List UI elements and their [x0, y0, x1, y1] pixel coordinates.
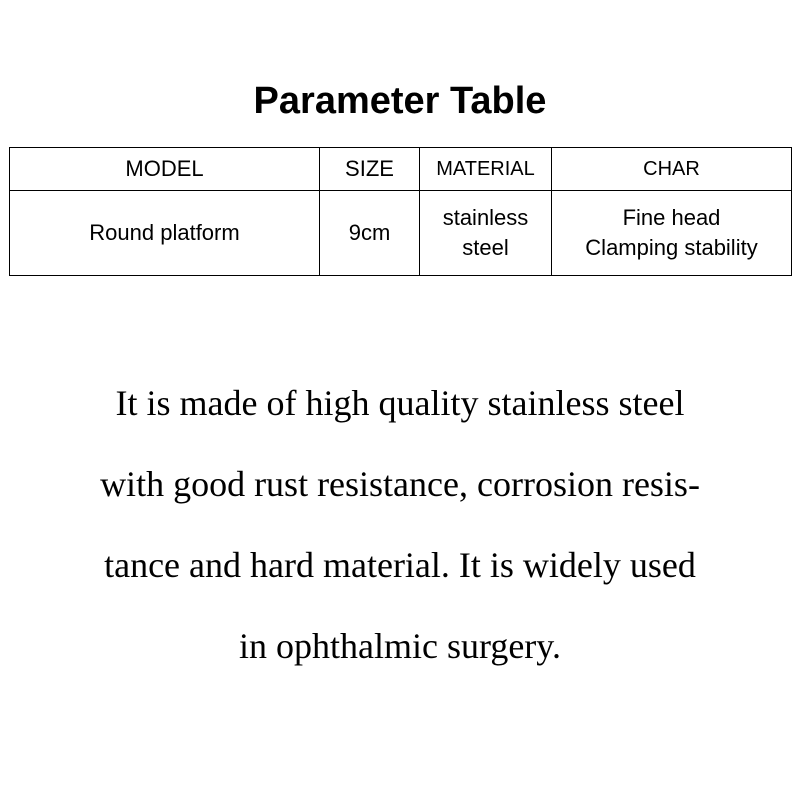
- column-header-char: CHAR: [552, 148, 792, 191]
- cell-model: Round platform: [10, 191, 320, 276]
- description-line: with good rust resistance, corrosion resis-: [100, 464, 700, 504]
- column-header-material: MATERIAL: [420, 148, 552, 191]
- table-header-row: [10, 148, 792, 191]
- description-line: It is made of high quality stainless steel: [115, 383, 685, 423]
- cell-size: 9cm: [320, 191, 420, 276]
- cell-material-line: stainless: [442, 205, 529, 230]
- product-description: [0, 363, 800, 687]
- description-line: in ophthalmic surgery.: [239, 626, 561, 666]
- cell-char: [552, 191, 792, 276]
- page-title: Parameter Table: [253, 80, 547, 122]
- description-line: tance and hard material. It is widely used: [104, 545, 696, 585]
- table-row: [10, 191, 792, 276]
- cell-material-line: steel: [462, 235, 509, 260]
- cell-char-line: Clamping stability: [585, 235, 758, 260]
- column-header-size: SIZE: [320, 148, 420, 191]
- cell-char-line: Fine head: [622, 205, 721, 230]
- column-header-model: MODEL: [10, 148, 320, 191]
- parameter-table: [9, 147, 792, 276]
- cell-material: [420, 191, 552, 276]
